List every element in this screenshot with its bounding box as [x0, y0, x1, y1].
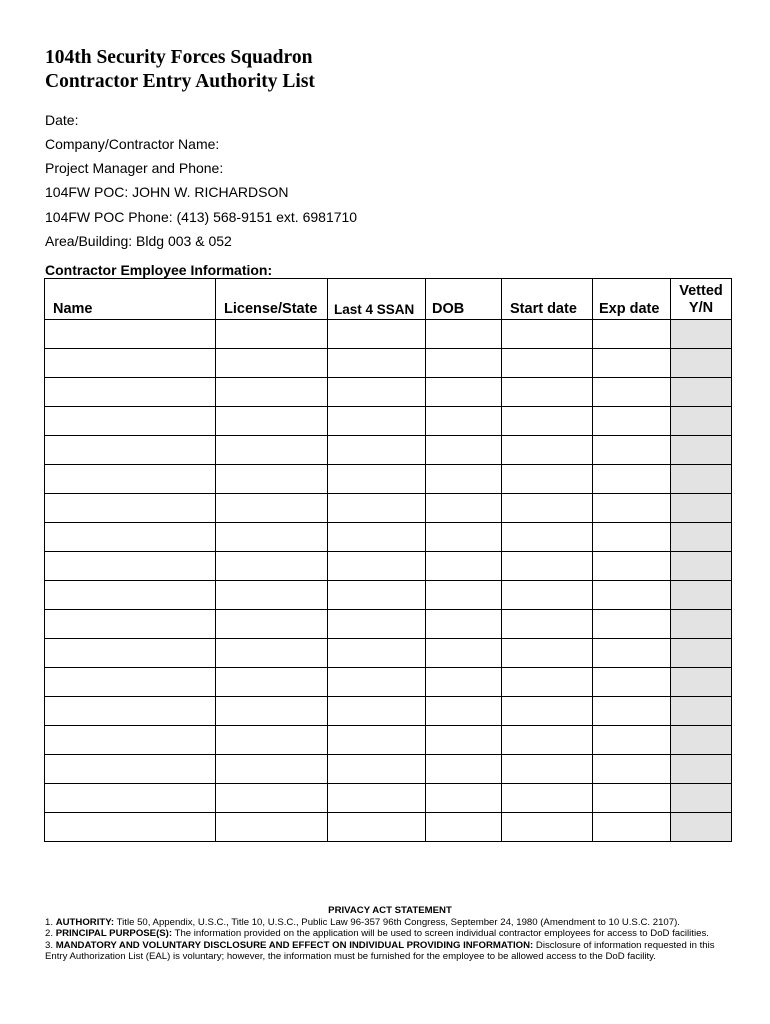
cell-vetted[interactable] [671, 523, 732, 552]
privacy-item-label: MANDATORY AND VOLUNTARY DISCLOSURE AND EFFECT ON INDIVIDUAL PROVIDING INFORMATION: [55, 939, 534, 951]
privacy-item-purpose [45, 928, 735, 940]
cell-dob[interactable] [426, 320, 502, 349]
cell-start-date[interactable] [502, 668, 593, 697]
cell-last4-ssan[interactable] [328, 784, 426, 813]
cell-name[interactable] [45, 697, 216, 726]
cell-dob[interactable] [426, 552, 502, 581]
cell-dob[interactable] [426, 378, 502, 407]
cell-vetted[interactable] [671, 465, 732, 494]
cell-license-state[interactable] [216, 436, 328, 465]
cell-vetted[interactable] [671, 813, 732, 842]
privacy-item-number: 3. [45, 939, 54, 951]
cell-dob[interactable] [426, 784, 502, 813]
table-row [45, 755, 732, 784]
cell-start-date[interactable] [502, 755, 593, 784]
privacy-item-text: Disclosure of information requested in this Entry Authorization List (EAL) is voluntary; however, the information must be furnished for the employee to be allowed access to the DoD facility. [45, 939, 715, 963]
cell-name[interactable] [45, 755, 216, 784]
privacy-item-text: The information provided on the application will be used to screen individual contractor employees for access to DoD facilities. [174, 928, 709, 940]
cell-exp-date[interactable] [593, 378, 671, 407]
table-row [45, 668, 732, 697]
cell-license-state[interactable] [216, 610, 328, 639]
cell-license-state[interactable] [216, 407, 328, 436]
column-header-license-state: License/State [216, 279, 328, 320]
privacy-item-number: 1. [45, 916, 54, 928]
cell-exp-date[interactable] [593, 436, 671, 465]
cell-vetted[interactable] [671, 668, 732, 697]
privacy-item-text: Title 50, Appendix, U.S.C., Title 10, U.S.C., Public Law 96-357 96th Congress, September 24, 1980 (Amendment to 10 U.S.C. 2107). [116, 916, 680, 928]
cell-dob[interactable] [426, 465, 502, 494]
vetted-label: Vetted [679, 283, 723, 299]
cell-last4-ssan[interactable] [328, 813, 426, 842]
cell-start-date[interactable] [502, 494, 593, 523]
cell-dob[interactable] [426, 494, 502, 523]
cell-exp-date[interactable] [593, 581, 671, 610]
cell-license-state[interactable] [216, 523, 328, 552]
cell-license-state[interactable] [216, 784, 328, 813]
cell-license-state[interactable] [216, 697, 328, 726]
cell-last4-ssan[interactable] [328, 726, 426, 755]
table-row [45, 523, 732, 552]
cell-last4-ssan[interactable] [328, 581, 426, 610]
poc-name-line: 104FW POC: JOHN W. RICHARDSON [45, 184, 289, 200]
cell-last4-ssan[interactable] [328, 378, 426, 407]
cell-dob[interactable] [426, 726, 502, 755]
column-header-exp-date: Exp date [593, 279, 671, 320]
cell-vetted[interactable] [671, 639, 732, 668]
cell-start-date[interactable] [502, 407, 593, 436]
cell-start-date[interactable] [502, 639, 593, 668]
cell-start-date[interactable] [502, 784, 593, 813]
table-row [45, 320, 732, 349]
cell-vetted[interactable] [671, 581, 732, 610]
table-row [45, 726, 732, 755]
cell-vetted[interactable] [671, 436, 732, 465]
cell-start-date[interactable] [502, 436, 593, 465]
table-row [45, 465, 732, 494]
cell-name[interactable] [45, 320, 216, 349]
cell-dob[interactable] [426, 697, 502, 726]
cell-license-state[interactable] [216, 320, 328, 349]
cell-license-state[interactable] [216, 581, 328, 610]
privacy-heading: PRIVACY ACT STATEMENT [328, 905, 452, 916]
cell-start-date[interactable] [502, 552, 593, 581]
cell-dob[interactable] [426, 610, 502, 639]
cell-dob[interactable] [426, 436, 502, 465]
cell-exp-date[interactable] [593, 813, 671, 842]
cell-dob[interactable] [426, 407, 502, 436]
cell-name[interactable] [45, 523, 216, 552]
date-field-label: Date: [45, 112, 79, 128]
cell-license-state[interactable] [216, 813, 328, 842]
cell-last4-ssan[interactable] [328, 523, 426, 552]
privacy-item-label: PRINCIPAL PURPOSE(S): [55, 928, 173, 940]
cell-name[interactable] [45, 494, 216, 523]
title-line-1: 104th Security Forces Squadron [45, 47, 313, 68]
cell-exp-date[interactable] [593, 639, 671, 668]
title-line-2: Contractor Entry Authority List [45, 71, 315, 92]
column-header-name: Name [45, 279, 216, 320]
table-row [45, 494, 732, 523]
cell-license-state[interactable] [216, 668, 328, 697]
cell-license-state[interactable] [216, 349, 328, 378]
cell-dob[interactable] [426, 349, 502, 378]
cell-vetted[interactable] [671, 784, 732, 813]
cell-last4-ssan[interactable] [328, 755, 426, 784]
column-header-vetted [671, 279, 732, 320]
area-building-line: Area/Building: Bldg 003 & 052 [45, 233, 232, 249]
cell-name[interactable] [45, 726, 216, 755]
table-row [45, 610, 732, 639]
cell-last4-ssan[interactable] [328, 610, 426, 639]
cell-start-date[interactable] [502, 349, 593, 378]
cell-last4-ssan[interactable] [328, 668, 426, 697]
table-row [45, 784, 732, 813]
cell-name[interactable] [45, 349, 216, 378]
cell-exp-date[interactable] [593, 320, 671, 349]
cell-exp-date[interactable] [593, 784, 671, 813]
cell-last4-ssan[interactable] [328, 697, 426, 726]
cell-vetted[interactable] [671, 755, 732, 784]
cell-license-state[interactable] [216, 639, 328, 668]
cell-name[interactable] [45, 407, 216, 436]
cell-last4-ssan[interactable] [328, 436, 426, 465]
cell-exp-date[interactable] [593, 726, 671, 755]
section-label: Contractor Employee Information: [45, 262, 273, 278]
cell-name[interactable] [45, 784, 216, 813]
table-row [45, 697, 732, 726]
cell-name[interactable] [45, 610, 216, 639]
cell-dob[interactable] [426, 639, 502, 668]
table-row [45, 436, 732, 465]
poc-phone-line: 104FW POC Phone: (413) 568-9151 ext. 6981710 [45, 209, 358, 225]
table-row [45, 813, 732, 842]
privacy-item-label: AUTHORITY: [55, 916, 115, 928]
table-row [45, 639, 732, 668]
column-header-last4-ssan: Last 4 SSAN [328, 279, 426, 320]
cell-dob[interactable] [426, 813, 502, 842]
cell-exp-date[interactable] [593, 349, 671, 378]
company-field-label: Company/Contractor Name: [45, 136, 220, 152]
cell-exp-date[interactable] [593, 755, 671, 784]
cell-exp-date[interactable] [593, 697, 671, 726]
project-manager-field-label: Project Manager and Phone: [45, 160, 224, 176]
cell-vetted[interactable] [671, 610, 732, 639]
cell-name[interactable] [45, 552, 216, 581]
cell-name[interactable] [45, 436, 216, 465]
cell-name[interactable] [45, 639, 216, 668]
cell-start-date[interactable] [502, 610, 593, 639]
cell-name[interactable] [45, 581, 216, 610]
cell-dob[interactable] [426, 523, 502, 552]
document-title [45, 46, 315, 94]
table-header-row [45, 279, 732, 320]
table-row [45, 552, 732, 581]
cell-name[interactable] [45, 378, 216, 407]
cell-exp-date[interactable] [593, 552, 671, 581]
cell-start-date[interactable] [502, 581, 593, 610]
cell-license-state[interactable] [216, 552, 328, 581]
cell-last4-ssan[interactable] [328, 639, 426, 668]
cell-last4-ssan[interactable] [328, 552, 426, 581]
cell-dob[interactable] [426, 755, 502, 784]
cell-license-state[interactable] [216, 378, 328, 407]
cell-start-date[interactable] [502, 320, 593, 349]
cell-exp-date[interactable] [593, 523, 671, 552]
cell-dob[interactable] [426, 581, 502, 610]
cell-last4-ssan[interactable] [328, 465, 426, 494]
cell-license-state[interactable] [216, 726, 328, 755]
cell-start-date[interactable] [502, 726, 593, 755]
cell-start-date[interactable] [502, 697, 593, 726]
cell-vetted[interactable] [671, 697, 732, 726]
vetted-yn-label: Y/N [688, 300, 714, 316]
cell-exp-date[interactable] [593, 668, 671, 697]
cell-vetted[interactable] [671, 407, 732, 436]
cell-exp-date[interactable] [593, 610, 671, 639]
cell-start-date[interactable] [502, 523, 593, 552]
table-row [45, 581, 732, 610]
privacy-item-number: 2. [45, 928, 54, 940]
cell-start-date[interactable] [502, 813, 593, 842]
cell-exp-date[interactable] [593, 465, 671, 494]
cell-vetted[interactable] [671, 726, 732, 755]
cell-vetted[interactable] [671, 320, 732, 349]
column-header-start-date: Start date [502, 279, 593, 320]
privacy-item-authority [45, 917, 735, 929]
cell-vetted[interactable] [671, 494, 732, 523]
cell-name[interactable] [45, 465, 216, 494]
column-header-dob: DOB [426, 279, 502, 320]
cell-license-state[interactable] [216, 494, 328, 523]
cell-license-state[interactable] [216, 755, 328, 784]
cell-exp-date[interactable] [593, 494, 671, 523]
cell-name[interactable] [45, 668, 216, 697]
cell-last4-ssan[interactable] [328, 407, 426, 436]
privacy-item-disclosure [45, 940, 735, 963]
cell-vetted[interactable] [671, 552, 732, 581]
cell-vetted[interactable] [671, 349, 732, 378]
table-row [45, 349, 732, 378]
cell-start-date[interactable] [502, 378, 593, 407]
contractor-table [44, 278, 732, 842]
cell-dob[interactable] [426, 668, 502, 697]
cell-license-state[interactable] [216, 465, 328, 494]
table-row [45, 407, 732, 436]
cell-last4-ssan[interactable] [328, 320, 426, 349]
cell-start-date[interactable] [502, 465, 593, 494]
cell-exp-date[interactable] [593, 407, 671, 436]
table-row [45, 378, 732, 407]
cell-vetted[interactable] [671, 378, 732, 407]
cell-name[interactable] [45, 813, 216, 842]
cell-last4-ssan[interactable] [328, 494, 426, 523]
cell-last4-ssan[interactable] [328, 349, 426, 378]
privacy-act-statement [45, 905, 735, 963]
